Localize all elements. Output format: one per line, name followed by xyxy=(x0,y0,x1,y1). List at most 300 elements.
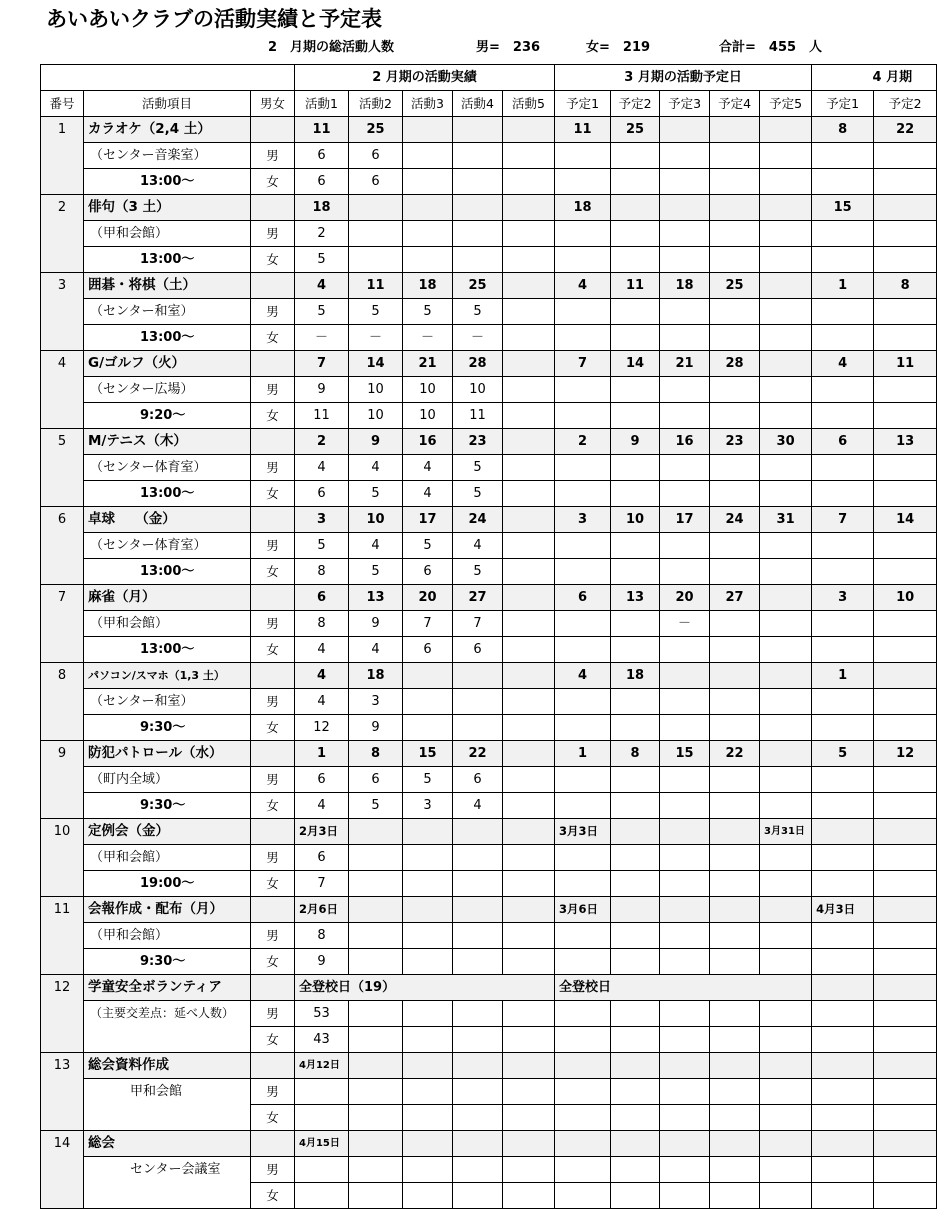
activity-row xyxy=(41,117,937,143)
female-count xyxy=(503,325,555,351)
activity-female-row xyxy=(41,169,937,195)
male-count: 2 xyxy=(295,221,349,247)
female-count xyxy=(453,949,503,975)
next-cell: 1 xyxy=(812,663,874,689)
blank-cell xyxy=(611,1131,660,1157)
blank-cell xyxy=(611,637,660,663)
male-plan-cell xyxy=(760,767,812,793)
male-count xyxy=(403,923,453,949)
blank-cell xyxy=(760,559,812,585)
results-cell xyxy=(403,897,453,923)
results-cell: 4 xyxy=(295,273,349,299)
next-cell: 7 xyxy=(812,507,874,533)
blank-cell xyxy=(760,793,812,819)
blank-cell xyxy=(812,1105,874,1131)
male-plan-cell xyxy=(710,689,760,715)
plans-cell: 3 xyxy=(555,507,611,533)
female-count: 11 xyxy=(453,403,503,429)
sex-label-female: 女 xyxy=(251,1105,295,1131)
blank-cell xyxy=(503,1001,555,1027)
male-plan-cell xyxy=(555,377,611,403)
blank-cell xyxy=(403,1079,453,1105)
activity-male-row xyxy=(41,377,937,403)
blank-cell xyxy=(611,1183,660,1209)
activity-venue: （甲和会館） xyxy=(84,923,251,949)
female-count: 43 xyxy=(295,1027,349,1053)
activity-venue: （センター体育室） xyxy=(84,533,251,559)
results-cell xyxy=(503,741,555,767)
sex-label-female: 女 xyxy=(251,247,295,273)
blank-cell xyxy=(611,949,660,975)
blank-cell xyxy=(710,559,760,585)
activity-name: 学童安全ボランティア xyxy=(84,975,251,1001)
male-count: 4 xyxy=(349,455,403,481)
blank-cell xyxy=(555,1183,611,1209)
plans-cell: 28 xyxy=(710,351,760,377)
female-count: 6 xyxy=(403,637,453,663)
blank-cell xyxy=(812,481,874,507)
next-cell: 4 xyxy=(812,351,874,377)
blank-cell xyxy=(555,481,611,507)
next-blank xyxy=(812,975,874,1001)
male-plan-cell xyxy=(611,767,660,793)
blank-cell xyxy=(660,247,710,273)
blank-cell xyxy=(555,793,611,819)
sex-blank xyxy=(251,351,295,377)
activity-male-row xyxy=(41,611,937,637)
summary-female: 女= 219 xyxy=(586,40,651,55)
blank-cell xyxy=(874,1079,937,1105)
activity-male-row xyxy=(41,845,937,871)
male-plan-cell xyxy=(660,455,710,481)
blank-cell xyxy=(812,793,874,819)
next-cell: 14 xyxy=(874,507,937,533)
blank-cell xyxy=(403,1131,453,1157)
results-cell: 18 xyxy=(349,663,403,689)
male-plan-cell xyxy=(660,221,710,247)
blank-cell xyxy=(503,1053,555,1079)
activity-female-row xyxy=(41,481,937,507)
volunteer-result: 全登校日（19） xyxy=(295,975,555,1001)
blank-cell xyxy=(760,1027,812,1053)
male-count: 10 xyxy=(349,377,403,403)
sex-label-male: 男 xyxy=(251,1079,295,1105)
results-cell xyxy=(453,117,503,143)
plans-cell xyxy=(710,897,760,923)
male-plan-cell xyxy=(555,221,611,247)
sex-label-male: 男 xyxy=(251,143,295,169)
summary-period: 2 月期の総活動人数 xyxy=(268,40,395,55)
plans-cell: 4 xyxy=(555,663,611,689)
plans-cell: 31 xyxy=(760,507,812,533)
female-count: 6 xyxy=(349,169,403,195)
sex-label-female: 女 xyxy=(251,559,295,585)
female-count xyxy=(503,403,555,429)
blank-cell xyxy=(874,403,937,429)
activity-male-row xyxy=(41,143,937,169)
column-header: 活動1 xyxy=(295,91,349,117)
activity-number: 4 xyxy=(41,351,84,429)
results-cell: 13 xyxy=(349,585,403,611)
next-cell: 15 xyxy=(812,195,874,221)
blank-cell xyxy=(874,481,937,507)
next-blank xyxy=(874,377,937,403)
column-header: 予定5 xyxy=(760,91,812,117)
male-count: 6 xyxy=(349,143,403,169)
results-cell: 6 xyxy=(295,585,349,611)
blank-cell xyxy=(611,1027,660,1053)
general-meeting-row xyxy=(41,1131,937,1157)
male-plan-cell xyxy=(710,377,760,403)
header-blank xyxy=(41,65,295,91)
next-cell: 1 xyxy=(812,273,874,299)
male-count xyxy=(503,221,555,247)
results-cell: 1 xyxy=(295,741,349,767)
results-cell: 3 xyxy=(295,507,349,533)
blank-cell xyxy=(660,637,710,663)
plans-cell xyxy=(760,273,812,299)
column-header: 活動2 xyxy=(349,91,403,117)
plans-cell: 8 xyxy=(611,741,660,767)
blank-cell xyxy=(660,1079,710,1105)
blank-cell xyxy=(611,403,660,429)
header-plans: 3 月期の活動予定日 xyxy=(555,65,812,91)
results-cell: 18 xyxy=(403,273,453,299)
results-cell xyxy=(503,351,555,377)
female-count: 8 xyxy=(295,559,349,585)
plans-cell: 11 xyxy=(555,117,611,143)
male-count xyxy=(503,299,555,325)
blank-cell xyxy=(453,1079,503,1105)
male-plan-cell xyxy=(611,689,660,715)
male-count: 4 xyxy=(295,455,349,481)
blank-cell xyxy=(710,1131,760,1157)
blank-cell xyxy=(555,247,611,273)
blank-cell xyxy=(503,1131,555,1157)
blank-cell xyxy=(760,481,812,507)
plans-cell: 25 xyxy=(710,273,760,299)
activity-time: 13:00～ xyxy=(84,325,251,351)
plans-cell xyxy=(660,117,710,143)
female-count: 5 xyxy=(453,481,503,507)
male-count xyxy=(403,845,453,871)
activity-number: 11 xyxy=(41,897,84,975)
blank-cell xyxy=(555,1157,611,1183)
activity-male-row xyxy=(41,689,937,715)
female-count xyxy=(503,871,555,897)
sex-label-male: 男 xyxy=(251,533,295,559)
blank-cell xyxy=(295,1157,349,1183)
activity-time: 9:30～ xyxy=(84,949,251,975)
sex-label-male: 男 xyxy=(251,377,295,403)
female-count xyxy=(403,247,453,273)
male-count: 5 xyxy=(295,533,349,559)
female-count: 6 xyxy=(403,559,453,585)
male-plan-cell xyxy=(555,845,611,871)
sex-label-male: 男 xyxy=(251,1157,295,1183)
male-plan-cell xyxy=(760,845,812,871)
female-count: 5 xyxy=(349,481,403,507)
female-count xyxy=(453,871,503,897)
blank-cell xyxy=(555,1079,611,1105)
results-cell xyxy=(453,819,503,845)
blank-cell xyxy=(710,1183,760,1209)
blank-cell xyxy=(710,247,760,273)
male-plan-cell xyxy=(611,845,660,871)
activity-venue: センター会議室 xyxy=(84,1157,251,1209)
male-count: 9 xyxy=(295,377,349,403)
next-cell: 3 xyxy=(812,585,874,611)
next-cell: 5 xyxy=(812,741,874,767)
next-blank xyxy=(874,533,937,559)
blank-cell xyxy=(760,1183,812,1209)
blank-cell xyxy=(760,715,812,741)
activity-name: G/ゴルフ（火） xyxy=(84,351,251,377)
female-count xyxy=(349,871,403,897)
blank-cell xyxy=(760,1001,812,1027)
male-count: 6 xyxy=(349,767,403,793)
blank-cell xyxy=(760,871,812,897)
blank-cell xyxy=(874,1157,937,1183)
next-blank xyxy=(812,923,874,949)
plans-cell: 30 xyxy=(760,429,812,455)
activity-name: カラオケ（2,4 土） xyxy=(84,117,251,143)
blank-cell xyxy=(611,715,660,741)
blank-cell xyxy=(874,169,937,195)
sex-blank xyxy=(251,429,295,455)
results-cell: 18 xyxy=(295,195,349,221)
sex-blank xyxy=(251,819,295,845)
next-blank xyxy=(812,455,874,481)
sex-label-female: 女 xyxy=(251,637,295,663)
blank-cell xyxy=(812,715,874,741)
male-count: 8 xyxy=(295,923,349,949)
results-cell: 8 xyxy=(349,741,403,767)
next-cell: 10 xyxy=(874,585,937,611)
blank-cell xyxy=(760,325,812,351)
header-results: 2 月期の活動実績 xyxy=(295,65,555,91)
blank-cell xyxy=(760,403,812,429)
sex-blank xyxy=(251,273,295,299)
plans-cell: 7 xyxy=(555,351,611,377)
blank-cell xyxy=(403,1053,453,1079)
male-plan-cell xyxy=(555,923,611,949)
blank-cell xyxy=(555,403,611,429)
male-count xyxy=(403,221,453,247)
sex-label-male: 男 xyxy=(251,1001,295,1027)
male-plan-cell xyxy=(611,611,660,637)
blank-cell xyxy=(660,1053,710,1079)
activity-time: 13:00～ xyxy=(84,637,251,663)
activity-row xyxy=(41,663,937,689)
male-plan-cell xyxy=(760,299,812,325)
next-cell: 22 xyxy=(874,117,937,143)
activity-venue: （甲和会館） xyxy=(84,221,251,247)
sex-blank xyxy=(251,1053,295,1079)
activity-male-row xyxy=(41,923,937,949)
activity-number: 6 xyxy=(41,507,84,585)
activity-venue: （センター和室） xyxy=(84,299,251,325)
results-cell: 2月6日 xyxy=(295,897,349,923)
male-plan-cell xyxy=(760,455,812,481)
plans-cell: 15 xyxy=(660,741,710,767)
male-plan-cell xyxy=(555,767,611,793)
male-plan-cell xyxy=(660,689,710,715)
activity-male-row xyxy=(41,299,937,325)
activity-venue: （主要交差点：延べ人数） xyxy=(84,1001,251,1053)
results-cell: 14 xyxy=(349,351,403,377)
male-count: 3 xyxy=(349,689,403,715)
male-count: 5 xyxy=(295,299,349,325)
blank-cell xyxy=(760,1131,812,1157)
plans-cell: 3月6日 xyxy=(555,897,611,923)
male-count xyxy=(349,923,403,949)
blank-cell xyxy=(874,1001,937,1027)
results-cell: 4月12日 xyxy=(295,1053,349,1079)
plans-cell: 18 xyxy=(611,663,660,689)
sex-blank xyxy=(251,585,295,611)
column-header: 予定1 xyxy=(555,91,611,117)
female-count: 9 xyxy=(349,715,403,741)
male-count xyxy=(503,923,555,949)
next-blank xyxy=(812,221,874,247)
activity-name: 麻雀（月） xyxy=(84,585,251,611)
male-count xyxy=(403,143,453,169)
activity-female-row xyxy=(41,715,937,741)
male-plan-cell xyxy=(710,767,760,793)
blank-cell xyxy=(760,1079,812,1105)
results-cell: 28 xyxy=(453,351,503,377)
column-header: 活動4 xyxy=(453,91,503,117)
female-count xyxy=(453,169,503,195)
results-cell: 24 xyxy=(453,507,503,533)
plans-cell xyxy=(710,195,760,221)
female-count xyxy=(503,169,555,195)
results-cell xyxy=(453,897,503,923)
blank-cell xyxy=(660,949,710,975)
activity-time: 13:00～ xyxy=(84,169,251,195)
blank-cell xyxy=(611,793,660,819)
blank-cell xyxy=(874,1105,937,1131)
plans-cell xyxy=(611,195,660,221)
blank-cell xyxy=(555,559,611,585)
next-blank xyxy=(812,689,874,715)
plans-cell xyxy=(760,897,812,923)
blank-cell xyxy=(812,403,874,429)
next-blank xyxy=(812,377,874,403)
sex-label-female: 女 xyxy=(251,949,295,975)
female-count xyxy=(503,559,555,585)
next-blank xyxy=(812,143,874,169)
blank-cell xyxy=(453,1157,503,1183)
results-cell: 2月3日 xyxy=(295,819,349,845)
general-meeting-male-row xyxy=(41,1157,937,1183)
results-cell xyxy=(403,663,453,689)
activity-venue: （センター広場） xyxy=(84,377,251,403)
plans-cell xyxy=(760,117,812,143)
sex-label-male: 男 xyxy=(251,923,295,949)
female-count xyxy=(403,949,453,975)
blank-cell xyxy=(710,715,760,741)
blank-cell xyxy=(555,169,611,195)
female-count: 10 xyxy=(403,403,453,429)
meeting-prep-row xyxy=(41,1053,937,1079)
male-count xyxy=(503,377,555,403)
plans-cell xyxy=(660,819,710,845)
male-plan-cell xyxy=(710,143,760,169)
female-count xyxy=(503,949,555,975)
activity-time: 13:00～ xyxy=(84,247,251,273)
page-title: あいあいクラブの活動実績と予定表 xyxy=(46,7,382,31)
male-plan-cell xyxy=(660,377,710,403)
plans-cell: 16 xyxy=(660,429,710,455)
activity-female-row xyxy=(41,403,937,429)
column-header: 活動3 xyxy=(403,91,453,117)
male-count xyxy=(453,221,503,247)
results-cell xyxy=(403,117,453,143)
blank-cell xyxy=(611,1105,660,1131)
blank-cell xyxy=(611,1157,660,1183)
plans-cell xyxy=(611,897,660,923)
activity-row xyxy=(41,351,937,377)
male-count: 10 xyxy=(403,377,453,403)
blank-cell xyxy=(874,949,937,975)
next-blank xyxy=(812,533,874,559)
female-count xyxy=(503,247,555,273)
sex-label-female: 女 xyxy=(251,1027,295,1053)
blank-cell xyxy=(295,1079,349,1105)
blank-cell xyxy=(403,1105,453,1131)
sex-blank xyxy=(251,195,295,221)
male-plan-cell xyxy=(710,611,760,637)
male-plan-cell xyxy=(555,455,611,481)
male-count: 5 xyxy=(453,299,503,325)
male-count: 6 xyxy=(295,767,349,793)
blank-cell xyxy=(555,1053,611,1079)
blank-cell xyxy=(710,403,760,429)
male-count xyxy=(453,689,503,715)
male-count: 8 xyxy=(295,611,349,637)
blank-cell xyxy=(710,1027,760,1053)
male-count: 6 xyxy=(453,767,503,793)
activity-female-row xyxy=(41,871,937,897)
male-plan-cell xyxy=(760,221,812,247)
plans-cell xyxy=(710,663,760,689)
sex-blank xyxy=(251,507,295,533)
activity-venue: 甲和会館 xyxy=(84,1079,251,1131)
female-count: 4 xyxy=(349,637,403,663)
blank-cell xyxy=(710,949,760,975)
sex-blank xyxy=(251,1131,295,1157)
male-plan-cell xyxy=(555,299,611,325)
blank-cell xyxy=(660,871,710,897)
next-cell: 8 xyxy=(874,273,937,299)
next-blank xyxy=(812,845,874,871)
blank-cell xyxy=(295,1105,349,1131)
next-blank xyxy=(874,767,937,793)
activity-number: 8 xyxy=(41,663,84,741)
blank-cell xyxy=(710,637,760,663)
results-cell: 21 xyxy=(403,351,453,377)
male-count: 7 xyxy=(403,611,453,637)
male-count xyxy=(503,845,555,871)
column-header: 番号 xyxy=(41,91,84,117)
male-plan-cell xyxy=(710,923,760,949)
blank-cell xyxy=(555,1105,611,1131)
blank-cell xyxy=(611,481,660,507)
blank-cell xyxy=(710,1053,760,1079)
blank-cell xyxy=(660,1027,710,1053)
